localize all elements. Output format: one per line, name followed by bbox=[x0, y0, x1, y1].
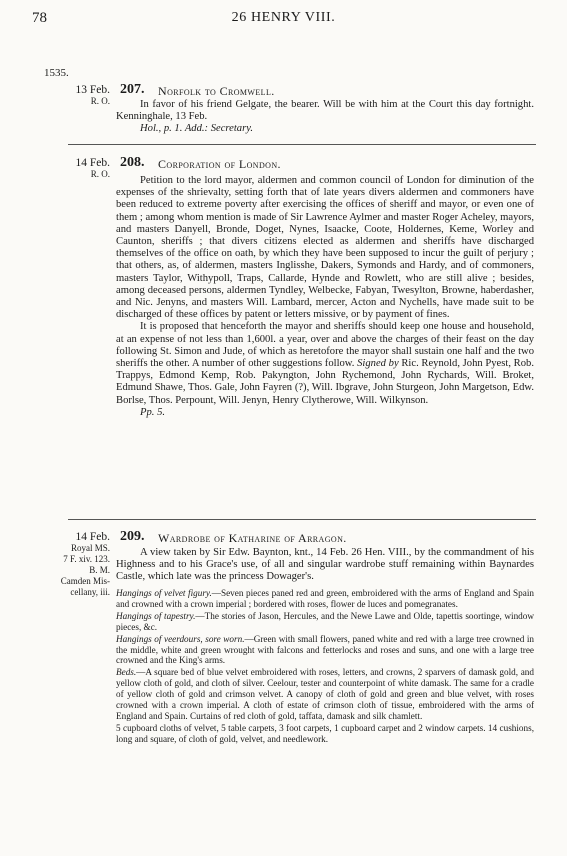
entry-citation: Pp. 5. bbox=[140, 406, 166, 418]
signatories: Ric. Reynold, John Pyest, Rob. Trappys, Edmond Kemp, Rob. Pakyngton, John Rychemond, John Rychards, Will. Broket, Edmund Shawe, Thos. Gale, John Fayren (?), Will. Ibgrave, John Sturgeon, John Margetson, Edw. Borlse, Thos. Perpount, Will. Jenyn, Henry Clytherowe, Will. Wilkynson. bbox=[116, 358, 534, 406]
entry-body bbox=[116, 547, 534, 584]
entry-margin bbox=[26, 532, 110, 598]
entry-source: R. O. bbox=[90, 96, 110, 106]
entry-source-line: B. M. bbox=[89, 565, 110, 575]
entry-text: In favor of his friend Gelgate, the bearer. Will be with him at the Court this day fortnight. Kenninghale, 13 Feb. bbox=[116, 99, 534, 123]
entry-date: 13 Feb. bbox=[75, 84, 110, 96]
inventory-list bbox=[116, 588, 534, 746]
inventory-item-text: —Seven pieces paned red and green, embroidered with the arms of England and Spain and crowned with a crown imperial ; bordered with roses, flower de luces and pomegranates. bbox=[116, 588, 534, 609]
entry-number: 208. bbox=[120, 155, 145, 170]
entry-paragraph bbox=[116, 321, 534, 406]
inventory-item bbox=[116, 611, 534, 633]
inventory-item-text: —The stories of Jason, Hercules, and the Newe Lawe and Olde, tapettis soortinge, window pieces, &c. bbox=[116, 610, 534, 632]
divider bbox=[68, 519, 536, 520]
entry-body bbox=[116, 175, 534, 419]
entry-paragraph: Petition to the lord mayor, aldermen and common council of London for diminution of the expenses of the shrievalty, setting forth that of late years divers aldermen and commoners have been reduced to extreme poverty after exercising the offices of sheriff and mayor, or even one of them ; among whom mention is made of Sir Lawrence Aylmer and master Roger Acheley, mayors, and masters Danyell, Bronde, Doget, Nynes, Isaacke, Coote, Holdernes, Keme, Worley and Caunton, sheriffs ; that divers citizens elected as aldermen and sheriffs have discharged themselves of the office on oath, by which they have been supposed to incur the guilt of perjury ; that others, as, of aldermen, masters Inglisshe, Dakers, Symonds and Hardy, and of commoners, masters Taylor, Withypoll, Traps, Callarde, Hynde and Rowlett, who are still alive ; besides, among deceased persons, aldermen Tyndley, Welbecke, Fabyan, Twesylton, Browne, haberdasher, and Nic. Jenyns, and masters Will. Lambard, mercer, Acton and Nychells, have made suit to be discharged of these offices by patent or letters missive, or by payment of fines. bbox=[116, 175, 534, 321]
entry-body bbox=[116, 99, 534, 136]
entry-citation: Hol., p. 1. Add.: Secretary. bbox=[140, 123, 253, 135]
inventory-item bbox=[116, 723, 534, 745]
inventory-item bbox=[116, 667, 534, 722]
inventory-item-heading: Hangings of tapestry. bbox=[116, 610, 196, 621]
entry-margin bbox=[26, 85, 110, 107]
entry-heading: Corporation of London. bbox=[158, 157, 281, 171]
entry-heading: Norfolk to Cromwell. bbox=[158, 84, 275, 98]
inventory-item-text: —Green with small flowers, paned white and red with a large tree crowned in the middle, white and green wrought with falcons and fetterlocks and roses and suns, and one with a large tree crowned and the King's arms. bbox=[116, 633, 535, 666]
inventory-item bbox=[116, 588, 534, 610]
divider bbox=[68, 144, 536, 145]
page-number: 78 bbox=[32, 10, 47, 26]
entry-source-line: Royal MS. bbox=[70, 543, 110, 553]
entry-number: 209. bbox=[120, 529, 145, 544]
signed-label: Signed by bbox=[357, 358, 399, 370]
running-title: 26 HENRY VIII. bbox=[231, 10, 336, 25]
year-marker: 1535. bbox=[44, 67, 69, 79]
inventory-item-text: —A square bed of blue velvet embroidered with roses, letters, and crowns, 2 sparvers of damask gold, and yellow cloth of gold, and cloth of silver. Ceelour, tester and counterpoint of white damask. The same for a cradle of yellow cloth of gold and crimson velvet. A canopy of cloth of gold and green and blue velvet, with roses crowned with a crown imperial. A cloth of estate of crimson cloth of tissue, embroidered with the arms of England and Spain. Curtains of red cloth of gold, taffata, damask and silk chamlett. bbox=[116, 667, 534, 721]
inventory-item bbox=[116, 634, 534, 667]
inventory-item-text: 5 cupboard cloths of velvet, 5 table carpets, 3 foot carpets, 1 cupboard carpet and 2 window carpets. 14 cushions, long and square, of cloth of gold, velvet, and needlework. bbox=[116, 722, 534, 744]
entry-date: 14 Feb. bbox=[75, 157, 110, 169]
entry-source-line: cellany, iii. bbox=[70, 587, 110, 597]
entry-number: 207. bbox=[120, 82, 145, 97]
inventory-item-heading: Beds. bbox=[116, 667, 137, 678]
entry-proposal: It is proposed that henceforth the mayor and sheriffs should keep one house and household, at an expense of not less than 1,600l. a year, over and above the charges of their feast on the day following St. Simon and Jude, of which as heretofore the mayor shall sustain one half and the two sheriffs the other. A number of other suggestions follow. bbox=[116, 321, 534, 370]
page-header bbox=[0, 0, 567, 44]
entry-source-line: 7 F. xiv. 123. bbox=[63, 554, 110, 564]
entry-source: R. O. bbox=[90, 169, 110, 179]
entry-text: A view taken by Sir Edw. Baynton, knt., 14 Feb. 26 Hen. VIII., by the commandment of his Highness and to his Grace's use, of all and singular wardrobe stuff remaining within Baynardes Castle, which late was the princess Dowager's. bbox=[116, 547, 534, 583]
entry-source-line: Camden Mis- bbox=[60, 576, 110, 586]
entry-heading: Wardrobe of Katharine of Arragon. bbox=[158, 531, 347, 545]
entry-date: 14 Feb. bbox=[75, 531, 110, 543]
inventory-item-heading: Hangings of velvet figury. bbox=[116, 588, 212, 598]
inventory-item-heading: Hangings of veerdours, sore worn. bbox=[116, 633, 245, 644]
entry-margin bbox=[26, 158, 110, 180]
